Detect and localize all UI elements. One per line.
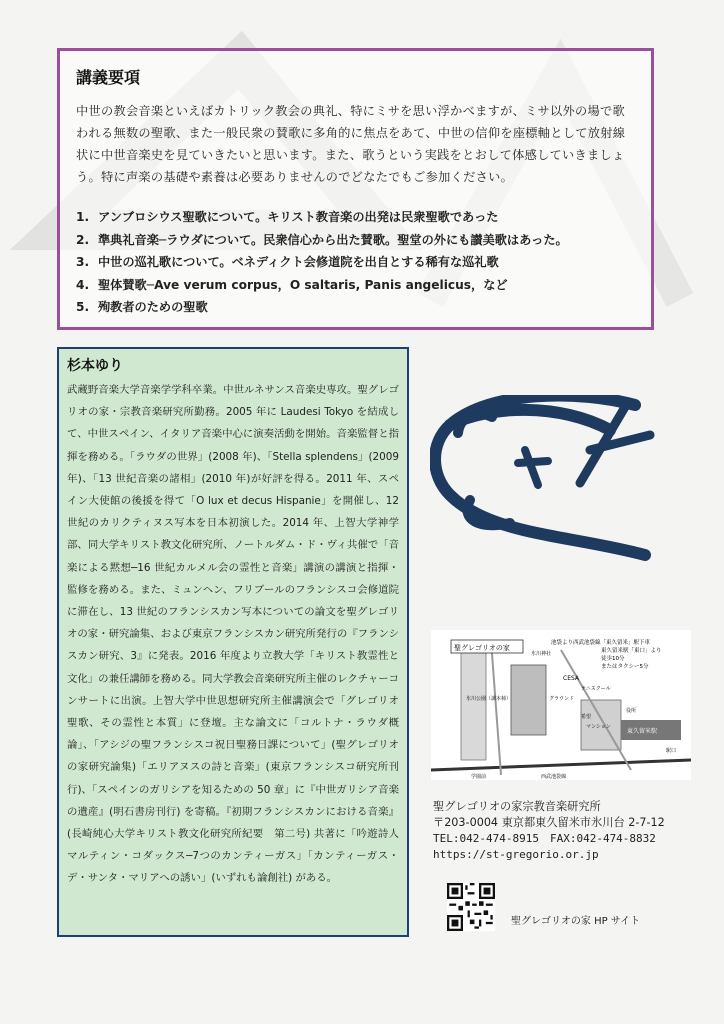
lecture-heading: 講義要項 xyxy=(76,68,141,87)
lecture-topic-item: 1. アンブロシウス聖歌について。キリスト教音楽の出発は民衆聖歌であった xyxy=(76,210,499,224)
qr-code-label: 聖グレゴリオの家 HP サイト xyxy=(511,916,641,927)
biography-text: 武蔵野音楽大学音楽学学科卒業。中世ルネサンス音楽史専攻。聖グレゴリオの家・宗教音楽研究所勤務。2005 年に Laudesi Tokyo を結成して、中世スペイン、イタリア音楽中心に演奏活動を開始。音楽監督と指揮を務める。「ラウダの世界」(2008 年)、「Stella splendens」(2009 年)、「13 世紀音楽の諸相」(2010 年)が好評を得る。2011 年、スペイン大使館の後援を得て「O lux et decus Hispanie」を開催し、12 世紀のカリクティヌス写本を日本初演した。2014 年、上智大学神学部、同大学キリスト教文化研究所、ノートルダム・ド・ヴィ共催で「音楽による黙想─16 世紀カルメル会の霊性と音楽」講演の講演と指揮・監修を務める。また、ミュンヘン、フリブールのフランシスコ会修道院に滞在し、13 世紀のフランシスカン写本についての論文を聖グレゴリオの家・研究論集、および東京フランシスカン研究所発行の『フランシスカン研究、3』に発表。2016 年度より立教大学「キリスト教霊性と文化」の兼任講師を務める。同大学教会音楽研究所主催のレクチャーコンサートに出演。上智大学中世思想研究所主催講演会で「グレゴリオ聖歌、その霊性と本質」に登壇。主な論文に「コルトナ・ラウダ概論」、「アシジの聖フランシスコ祝日聖務日課について」(聖グレゴリオの家研究論集)「エリアヌスの詩と音楽」(東京フランシスコ研究所刊行)、「スペインのガリシアを知るための 50 章」に『中世ガリシア音楽の遺産』(明石書房刊行) を寄稿。『初期フランシスカンにおける音楽』(長崎純心大学キリスト教文化研究所紀要 第二号) 共著に「吟遊詩人マルティン・コダックス─7つのカンティーガス」「カンティーガス・デ・サンタ・マリアへの誘い」(いずれも論創社) がある。 xyxy=(67,384,399,885)
organization-name: 聖グレゴリオの家宗教音楽研究所 xyxy=(433,800,601,813)
ichthys-cross-icon xyxy=(430,395,660,565)
map-ground-label: グラウンド xyxy=(549,696,575,702)
lecture-topic-item: 3. 中世の巡礼歌について。ベネディクト会修道院を出自とする稀有な巡礼歌 xyxy=(76,255,499,269)
map-south-label: 学園前 xyxy=(471,774,487,780)
map-cesa-label: CESA xyxy=(563,675,580,682)
map-park-label: 氷川公園（調本柿） xyxy=(466,696,512,702)
map-tennis-label: テニスクール xyxy=(581,686,611,692)
lecture-topic-item: 4. 聖体賛歌─Ave verum corpus，O saltaris, Panis angelicus，など xyxy=(76,277,508,292)
lecturer-name: 杉本ゆり xyxy=(67,358,123,374)
map-shrine-label: 氷川神社 xyxy=(531,651,552,657)
map-direction-2: 東久留米駅「東口」より xyxy=(601,648,662,654)
map-mansion-label: マンション xyxy=(586,724,611,730)
postal-address: 〒203-0004 東京都東久留米市氷川台 2-7-12 xyxy=(433,816,665,829)
map-station-label: 東久留米駅 xyxy=(627,728,658,735)
map-place-label: 聖グレゴリオの家 xyxy=(454,644,510,652)
map-exit-label: 駅口 xyxy=(666,748,677,754)
map-direction-3: 徒歩10分 xyxy=(601,656,625,662)
lecture-topic-item: 5. 殉教者のための聖歌 xyxy=(76,300,208,314)
lecture-topic-list xyxy=(76,206,635,319)
map-direction-1: 池袋より西武池袋線「東久留米」駅下車 xyxy=(551,640,651,646)
biography-box xyxy=(57,347,409,937)
lecture-description: 中世の教会音楽といえばカトリック教会の典礼、特にミサを思い浮かべますが、ミサ以外の場で歌われる無数の聖歌、また一般民衆の賛歌に多角的に焦点をあて、中世の信仰を座標軸として放射線状に中世音楽史を見ていきたいと思います。また、歌うという実践をとおして体感していきましょう。特に声楽の基礎や素養は必要ありませんのでどなたでもご参加ください。 xyxy=(76,104,626,184)
map-kibo-label: 希望 xyxy=(581,714,592,720)
website-url[interactable]: https://st-gregorio.or.jp xyxy=(433,848,599,861)
map-office-label: 役所 xyxy=(626,708,637,714)
phone-fax: TEL:042-474-8915 FAX:042-474-8832 xyxy=(433,832,656,845)
map-direction-4: またはタクシー5分 xyxy=(601,664,649,670)
lecture-topic-item: 2. 準典礼音楽─ラウダについて。民衆信心から出た賛歌。聖堂の外にも讃美歌はあった。 xyxy=(76,232,568,247)
qr-code-icon[interactable] xyxy=(447,883,495,931)
lecture-summary-box xyxy=(57,48,654,330)
contact-info xyxy=(433,799,665,863)
map-line-label: 西武池袋線 xyxy=(541,774,567,780)
access-map xyxy=(431,630,691,780)
